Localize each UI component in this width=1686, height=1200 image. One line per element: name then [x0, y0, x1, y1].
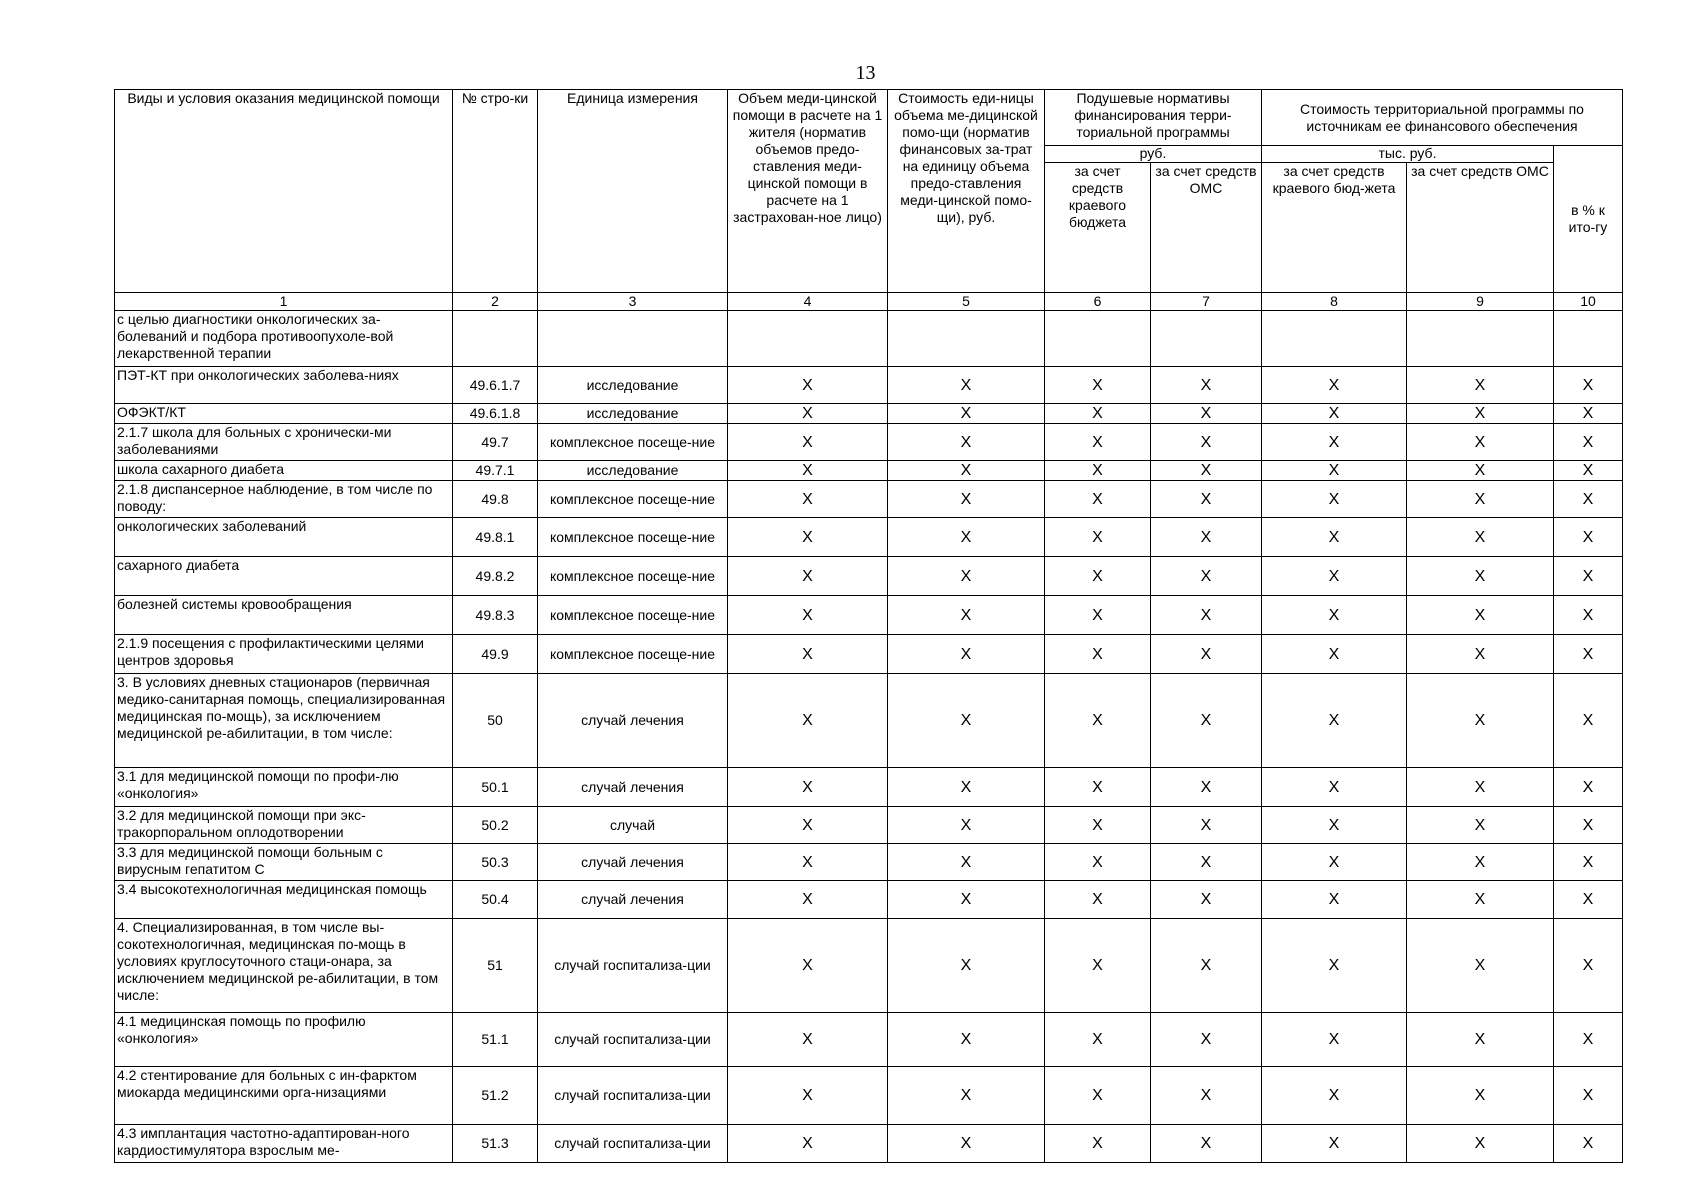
row-value-cell: X	[728, 557, 888, 596]
row-value-cell: X	[1554, 596, 1623, 635]
row-value-cell: X	[888, 518, 1045, 557]
row-service-name: школа сахарного диабета	[115, 461, 453, 481]
row-value-cell: X	[1045, 367, 1151, 404]
row-value-cell: X	[1407, 919, 1554, 1013]
column-number: 4	[728, 293, 888, 311]
row-value-cell: X	[1554, 1125, 1623, 1163]
row-value-cell: X	[728, 881, 888, 919]
row-line-number: 49.8.1	[453, 518, 538, 557]
row-service-name: 4. Специализированная, в том числе вы-сокотехнологичная, медицинская по-мощь в условиях круглосуточного стаци-онара, за исключением медицинской ре-абилитации, в том числе:	[115, 919, 453, 1013]
header-unit: Единица измерения	[538, 90, 728, 293]
row-value-cell	[888, 311, 1045, 367]
row-line-number: 51.3	[453, 1125, 538, 1163]
table-header	[115, 90, 1623, 311]
row-value-cell: X	[1151, 635, 1262, 674]
row-value-cell: X	[728, 424, 888, 461]
row-line-number: 49.6.1.8	[453, 404, 538, 424]
row-value-cell: X	[1554, 844, 1623, 881]
row-value-cell: X	[888, 635, 1045, 674]
row-value-cell: X	[1554, 1067, 1623, 1125]
row-value-cell: X	[1045, 844, 1151, 881]
header-volume-per-resident: Объем меди-цинской помощи в расчете на 1 жителя (норматив объемов предо-ставления меди-цинской помощи в расчете на 1 застрахован-ное лицо)	[728, 90, 888, 293]
table-row	[115, 635, 1623, 674]
row-value-cell: X	[1151, 768, 1262, 807]
header-per-capita-norms: Подушевые нормативы финансирования терри-ториальной программы	[1045, 90, 1262, 146]
row-value-cell: X	[1151, 919, 1262, 1013]
row-line-number: 50.1	[453, 768, 538, 807]
row-value-cell: X	[1554, 481, 1623, 518]
row-value-cell: X	[728, 1067, 888, 1125]
row-value-cell: X	[1554, 674, 1623, 768]
row-line-number: 49.6.1.7	[453, 367, 538, 404]
row-value-cell: X	[1554, 919, 1623, 1013]
row-line-number: 50	[453, 674, 538, 768]
row-value-cell: X	[888, 596, 1045, 635]
program-cost-table	[114, 89, 1623, 1163]
row-unit: случай госпитализа-ции	[538, 919, 728, 1013]
table-row	[115, 881, 1623, 919]
row-unit: комплексное посеще-ние	[538, 424, 728, 461]
row-value-cell: X	[728, 635, 888, 674]
row-value-cell	[1554, 311, 1623, 367]
header-unit-rub: руб.	[1045, 146, 1262, 163]
row-value-cell: X	[1262, 1013, 1407, 1067]
row-value-cell: X	[888, 881, 1045, 919]
row-value-cell: X	[1554, 367, 1623, 404]
row-value-cell: X	[1407, 596, 1554, 635]
row-value-cell: X	[1262, 768, 1407, 807]
row-unit: случай госпитализа-ции	[538, 1125, 728, 1163]
table-row	[115, 518, 1623, 557]
row-service-name: 2.1.7 школа для больных с хронически-ми заболеваниями	[115, 424, 453, 461]
row-value-cell: X	[728, 404, 888, 424]
row-value-cell: X	[728, 768, 888, 807]
table-row	[115, 919, 1623, 1013]
row-value-cell: X	[1262, 1125, 1407, 1163]
row-value-cell: X	[1407, 674, 1554, 768]
row-value-cell: X	[1407, 1125, 1554, 1163]
row-service-name: 3.4 высокотехнологичная медицинская помощь	[115, 881, 453, 919]
row-value-cell: X	[1045, 635, 1151, 674]
row-value-cell: X	[888, 807, 1045, 844]
row-value-cell: X	[888, 1067, 1045, 1125]
column-number-row	[115, 293, 1623, 311]
row-unit: комплексное посеще-ние	[538, 481, 728, 518]
row-value-cell	[728, 311, 888, 367]
row-value-cell: X	[1151, 881, 1262, 919]
column-number: 9	[1407, 293, 1554, 311]
row-service-name: 4.3 имплантация частотно-адаптирован-ного кардиостимулятора взрослым ме-	[115, 1125, 453, 1163]
row-value-cell: X	[1407, 1067, 1554, 1125]
row-value-cell: X	[1262, 844, 1407, 881]
table-row	[115, 844, 1623, 881]
row-value-cell: X	[1554, 557, 1623, 596]
row-value-cell: X	[1407, 461, 1554, 481]
row-value-cell: X	[1045, 919, 1151, 1013]
row-unit: случай лечения	[538, 674, 728, 768]
row-service-name: 4.1 медицинская помощь по профилю «онкология»	[115, 1013, 453, 1067]
row-value-cell: X	[1262, 518, 1407, 557]
row-value-cell: X	[1262, 1067, 1407, 1125]
row-line-number: 49.9	[453, 635, 538, 674]
row-value-cell: X	[1151, 461, 1262, 481]
row-value-cell: X	[1262, 461, 1407, 481]
page-number: 13	[855, 62, 876, 84]
row-line-number: 49.8.3	[453, 596, 538, 635]
row-value-cell: X	[1262, 807, 1407, 844]
row-value-cell	[1262, 311, 1407, 367]
row-value-cell: X	[1151, 404, 1262, 424]
row-value-cell: X	[728, 807, 888, 844]
row-value-cell: X	[1554, 635, 1623, 674]
row-line-number: 50.4	[453, 881, 538, 919]
row-value-cell: X	[1262, 404, 1407, 424]
row-value-cell: X	[1407, 881, 1554, 919]
table-row	[115, 807, 1623, 844]
row-value-cell: X	[1407, 635, 1554, 674]
row-value-cell: X	[1262, 367, 1407, 404]
row-value-cell: X	[888, 481, 1045, 518]
row-unit: исследование	[538, 367, 728, 404]
row-value-cell: X	[1151, 674, 1262, 768]
row-value-cell: X	[1151, 1125, 1262, 1163]
row-service-name: с целью диагностики онкологических за-болеваний и подбора противоопухоле-вой лекарственной терапии	[115, 311, 453, 367]
row-value-cell: X	[1262, 424, 1407, 461]
table-row	[115, 1125, 1623, 1163]
row-value-cell: X	[728, 674, 888, 768]
row-value-cell: X	[1045, 596, 1151, 635]
header-per-capita-regional-budget: за счет средств краевого бюджета	[1045, 163, 1151, 293]
table-row	[115, 461, 1623, 481]
row-value-cell: X	[1262, 674, 1407, 768]
row-value-cell: X	[728, 461, 888, 481]
row-value-cell: X	[1045, 768, 1151, 807]
row-unit: случай лечения	[538, 844, 728, 881]
row-unit: случай лечения	[538, 768, 728, 807]
row-value-cell: X	[1554, 768, 1623, 807]
row-value-cell: X	[1407, 481, 1554, 518]
row-value-cell: X	[1262, 596, 1407, 635]
row-service-name: ПЭТ-КТ при онкологических заболева-ниях	[115, 367, 453, 404]
row-value-cell: X	[1407, 518, 1554, 557]
row-value-cell: X	[888, 768, 1045, 807]
row-unit: случай	[538, 807, 728, 844]
table-row	[115, 311, 1623, 367]
row-value-cell: X	[728, 844, 888, 881]
row-value-cell: X	[1262, 635, 1407, 674]
row-value-cell: X	[1045, 557, 1151, 596]
row-value-cell: X	[1045, 481, 1151, 518]
column-number: 6	[1045, 293, 1151, 311]
row-value-cell: X	[728, 367, 888, 404]
row-value-cell: X	[1407, 1013, 1554, 1067]
row-value-cell: X	[1554, 881, 1623, 919]
row-value-cell: X	[1045, 881, 1151, 919]
table-body	[115, 311, 1623, 1163]
row-value-cell: X	[1045, 518, 1151, 557]
row-value-cell: X	[1262, 919, 1407, 1013]
row-service-name: 4.2 стентирование для больных с ин-фарктом миокарда медицинскими орга-низациями	[115, 1067, 453, 1125]
row-value-cell: X	[1554, 404, 1623, 424]
table-row	[115, 674, 1623, 768]
table-row	[115, 768, 1623, 807]
row-value-cell: X	[1151, 1067, 1262, 1125]
row-value-cell: X	[888, 674, 1045, 768]
row-service-name: сахарного диабета	[115, 557, 453, 596]
header-cost-oms: за счет средств ОМС	[1407, 163, 1554, 293]
row-value-cell	[1045, 311, 1151, 367]
header-row-number: № стро-ки	[453, 90, 538, 293]
row-service-name: 2.1.8 диспансерное наблюдение, в том числе по поводу:	[115, 481, 453, 518]
row-line-number: 50.2	[453, 807, 538, 844]
header-per-capita-oms: за счет средств ОМС	[1151, 163, 1262, 293]
row-value-cell	[1407, 311, 1554, 367]
row-value-cell: X	[1151, 596, 1262, 635]
row-service-name: 3. В условиях дневных стационаров (первичная медико-санитарная помощь, специализированная медицинская по-мощь), за исключением медицинской ре-абилитации, в том числе:	[115, 674, 453, 768]
row-value-cell: X	[1045, 404, 1151, 424]
row-value-cell: X	[1151, 518, 1262, 557]
row-value-cell: X	[1262, 481, 1407, 518]
row-value-cell: X	[1407, 367, 1554, 404]
row-value-cell: X	[1262, 881, 1407, 919]
row-value-cell: X	[1151, 807, 1262, 844]
row-value-cell: X	[1262, 557, 1407, 596]
row-value-cell: X	[1045, 424, 1151, 461]
row-value-cell: X	[1407, 768, 1554, 807]
row-value-cell: X	[1554, 807, 1623, 844]
row-unit: комплексное посеще-ние	[538, 557, 728, 596]
row-value-cell: X	[1151, 481, 1262, 518]
row-value-cell: X	[1151, 424, 1262, 461]
row-value-cell: X	[888, 461, 1045, 481]
row-value-cell: X	[1407, 424, 1554, 461]
row-line-number: 50.3	[453, 844, 538, 881]
row-value-cell: X	[888, 367, 1045, 404]
row-value-cell: X	[1407, 807, 1554, 844]
row-value-cell: X	[1045, 1013, 1151, 1067]
table-row	[115, 557, 1623, 596]
row-value-cell: X	[728, 1013, 888, 1067]
row-value-cell	[1151, 311, 1262, 367]
table-row	[115, 424, 1623, 461]
row-value-cell: X	[1151, 1013, 1262, 1067]
row-line-number: 51.2	[453, 1067, 538, 1125]
header-unit-cost: Стоимость еди-ницы объема ме-дицинской помо-щи (норматив финансовых за-трат на единицу объема предо-ставления меди-цинской помо-щи), руб.	[888, 90, 1045, 293]
column-number: 8	[1262, 293, 1407, 311]
row-service-name: 3.3 для медицинской помощи больным с вирусным гепатитом С	[115, 844, 453, 881]
column-number: 7	[1151, 293, 1262, 311]
table-row	[115, 481, 1623, 518]
row-value-cell: X	[888, 1013, 1045, 1067]
header-cost-regional-budget: за счет средств краевого бюд-жета	[1262, 163, 1407, 293]
row-value-cell: X	[1554, 461, 1623, 481]
table-row	[115, 1067, 1623, 1125]
row-service-name: 3.1 для медицинской помощи по профи-лю «онкология»	[115, 768, 453, 807]
row-value-cell: X	[1151, 844, 1262, 881]
row-value-cell: X	[1407, 844, 1554, 881]
row-value-cell: X	[1407, 404, 1554, 424]
row-value-cell: X	[1407, 557, 1554, 596]
row-value-cell: X	[1045, 461, 1151, 481]
row-value-cell: X	[728, 481, 888, 518]
row-service-name: болезней системы кровообращения	[115, 596, 453, 635]
table-row	[115, 1013, 1623, 1067]
row-line-number: 49.8.2	[453, 557, 538, 596]
row-value-cell: X	[888, 424, 1045, 461]
column-number: 1	[115, 293, 453, 311]
row-line-number: 51.1	[453, 1013, 538, 1067]
column-number: 3	[538, 293, 728, 311]
header-percent-of-total: в % к ито-гу	[1554, 146, 1623, 293]
row-value-cell: X	[888, 844, 1045, 881]
header-unit-thousand-rub: тыс. руб.	[1262, 146, 1554, 163]
row-unit: случай госпитализа-ции	[538, 1067, 728, 1125]
row-unit: исследование	[538, 404, 728, 424]
row-unit: случай госпитализа-ции	[538, 1013, 728, 1067]
table-row	[115, 367, 1623, 404]
row-unit: комплексное посеще-ние	[538, 518, 728, 557]
row-value-cell: X	[1554, 518, 1623, 557]
row-unit: комплексное посеще-ние	[538, 596, 728, 635]
header-program-cost: Стоимость территориальной программы по источникам ее финансового обеспечения	[1262, 90, 1623, 146]
column-number: 5	[888, 293, 1045, 311]
row-value-cell: X	[888, 404, 1045, 424]
column-number: 2	[453, 293, 538, 311]
row-line-number: 49.7.1	[453, 461, 538, 481]
row-line-number: 51	[453, 919, 538, 1013]
table-row	[115, 404, 1623, 424]
row-unit: исследование	[538, 461, 728, 481]
row-service-name: ОФЭКТ/КТ	[115, 404, 453, 424]
row-value-cell: X	[1045, 807, 1151, 844]
row-value-cell: X	[1151, 557, 1262, 596]
row-value-cell: X	[888, 557, 1045, 596]
row-value-cell: X	[1554, 424, 1623, 461]
table-row	[115, 596, 1623, 635]
row-line-number: 49.8	[453, 481, 538, 518]
row-value-cell: X	[1045, 674, 1151, 768]
row-service-name: 2.1.9 посещения с профилактическими целями центров здоровья	[115, 635, 453, 674]
row-service-name: онкологических заболеваний	[115, 518, 453, 557]
column-number: 10	[1554, 293, 1623, 311]
row-value-cell: X	[728, 919, 888, 1013]
row-value-cell: X	[728, 596, 888, 635]
row-value-cell: X	[1151, 367, 1262, 404]
row-value-cell: X	[888, 919, 1045, 1013]
row-unit: случай лечения	[538, 881, 728, 919]
row-value-cell: X	[1045, 1067, 1151, 1125]
header-service-type: Виды и условия оказания медицинской помощи	[115, 90, 453, 293]
row-value-cell: X	[1554, 1013, 1623, 1067]
row-value-cell: X	[728, 518, 888, 557]
row-unit: комплексное посеще-ние	[538, 635, 728, 674]
row-value-cell: X	[1045, 1125, 1151, 1163]
row-unit	[538, 311, 728, 367]
row-line-number	[453, 311, 538, 367]
row-service-name: 3.2 для медицинской помощи при экс-тракорпоральном оплодотворении	[115, 807, 453, 844]
row-value-cell: X	[728, 1125, 888, 1163]
row-value-cell: X	[888, 1125, 1045, 1163]
row-line-number: 49.7	[453, 424, 538, 461]
